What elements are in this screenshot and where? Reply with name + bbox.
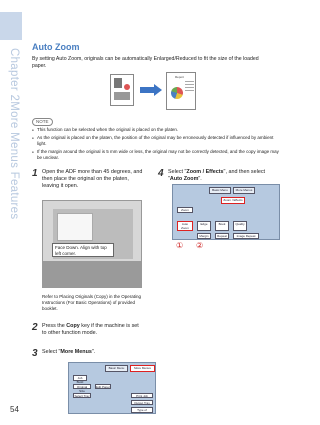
- tab-more-menus[interactable]: More Menus: [130, 365, 155, 372]
- original-size-button[interactable]: Original Size: [73, 384, 91, 389]
- tab-basic-menu[interactable]: Basic Menu: [209, 187, 231, 194]
- output-tray-button[interactable]: Output Tray: [131, 400, 153, 405]
- page-number: 54: [10, 405, 19, 414]
- pie-chart-icon: [171, 87, 183, 99]
- print-job-button[interactable]: Print Job: [131, 393, 153, 398]
- step-3: [32, 348, 148, 360]
- tab-more-menus[interactable]: More Menus: [233, 187, 255, 194]
- step-number: 4: [158, 168, 164, 179]
- refer-note: Refer to Placing Originals (Copy) in the Operating Instructions (For Basic Operations) of provided booklet.: [42, 294, 142, 311]
- auto-zoom-button[interactable]: Auto Zoom: [177, 221, 193, 231]
- type-of-originals-button[interactable]: Type of Originals: [131, 407, 153, 413]
- tab-basic-menu[interactable]: Basic Menu: [105, 365, 128, 372]
- job-build-button[interactable]: Job Build: [73, 375, 87, 381]
- select-tray-button[interactable]: Select Tray: [74, 394, 90, 398]
- marker-1: ①: [176, 241, 184, 250]
- chapter-title: More Menus Features: [8, 101, 20, 220]
- note-item: ● This function can be selected when the original is placed on the platen.: [32, 127, 280, 133]
- auto-zoom-illustration: [110, 72, 200, 112]
- note-badge: NOTE: [32, 118, 53, 126]
- step-text: Select "More Menus".: [42, 349, 96, 355]
- step-text: Press the Copy key if the machine is set to other function mode.: [42, 323, 139, 336]
- note-list: [32, 127, 280, 163]
- step-text: Open the ADF more than 45 degrees, and then place the original on the platen, leaving it open.: [42, 169, 143, 189]
- chapter-band: [0, 0, 22, 425]
- repeat-button[interactable]: Repeat: [215, 233, 229, 239]
- chapter-label: Chapter 2: [8, 48, 20, 102]
- chapter-tab-decoration: [0, 12, 22, 40]
- note-item: ● If the margin around the original is 5 mm wide or less, the original may not be correctly detected, and the copy image may be unclear.: [32, 149, 280, 161]
- marker-2: ②: [196, 241, 204, 250]
- book-button[interactable]: Book: [215, 221, 229, 231]
- note-item: ● As the original is placed on the platen, the position of the original may be erroneously detected if influenced by ambient light.: [32, 135, 280, 147]
- arrow-right-icon: [140, 84, 162, 96]
- section-title: Auto Zoom: [32, 42, 80, 52]
- step-number: 3: [32, 348, 38, 359]
- edit-paper-button[interactable]: Edit Paper: [96, 385, 111, 389]
- step-text: Select "Zoom / Effects", and then select "Auto Zoom".: [168, 169, 266, 182]
- tab-zoom-effects[interactable]: Zoom / Effects: [221, 197, 245, 204]
- step-2: [32, 322, 148, 342]
- step-number: 2: [32, 322, 38, 333]
- placement-callout: Face Down. Align with top left corner.: [52, 243, 114, 257]
- edge-button[interactable]: Edge: [197, 221, 211, 231]
- quality-button[interactable]: Quality: [233, 221, 247, 231]
- report-label: Report: [175, 75, 185, 79]
- control-panel-more-menus: [68, 362, 156, 414]
- margin-button[interactable]: Margin: [197, 233, 211, 239]
- original-document-icon: [110, 74, 134, 106]
- intro-paragraph: By setting Auto Zoom, originals can be automatically Enlarged/Reduced to fit the size of the loaded paper.: [32, 56, 259, 69]
- zoom-button[interactable]: Zoom: [177, 207, 193, 213]
- control-panel-zoom-effects: [172, 184, 280, 240]
- step-number: 1: [32, 168, 38, 179]
- zoomed-document-icon: [166, 72, 196, 110]
- image-repeat-button[interactable]: Image Repeat: [233, 233, 259, 239]
- chapter-heading: [2, 48, 20, 328]
